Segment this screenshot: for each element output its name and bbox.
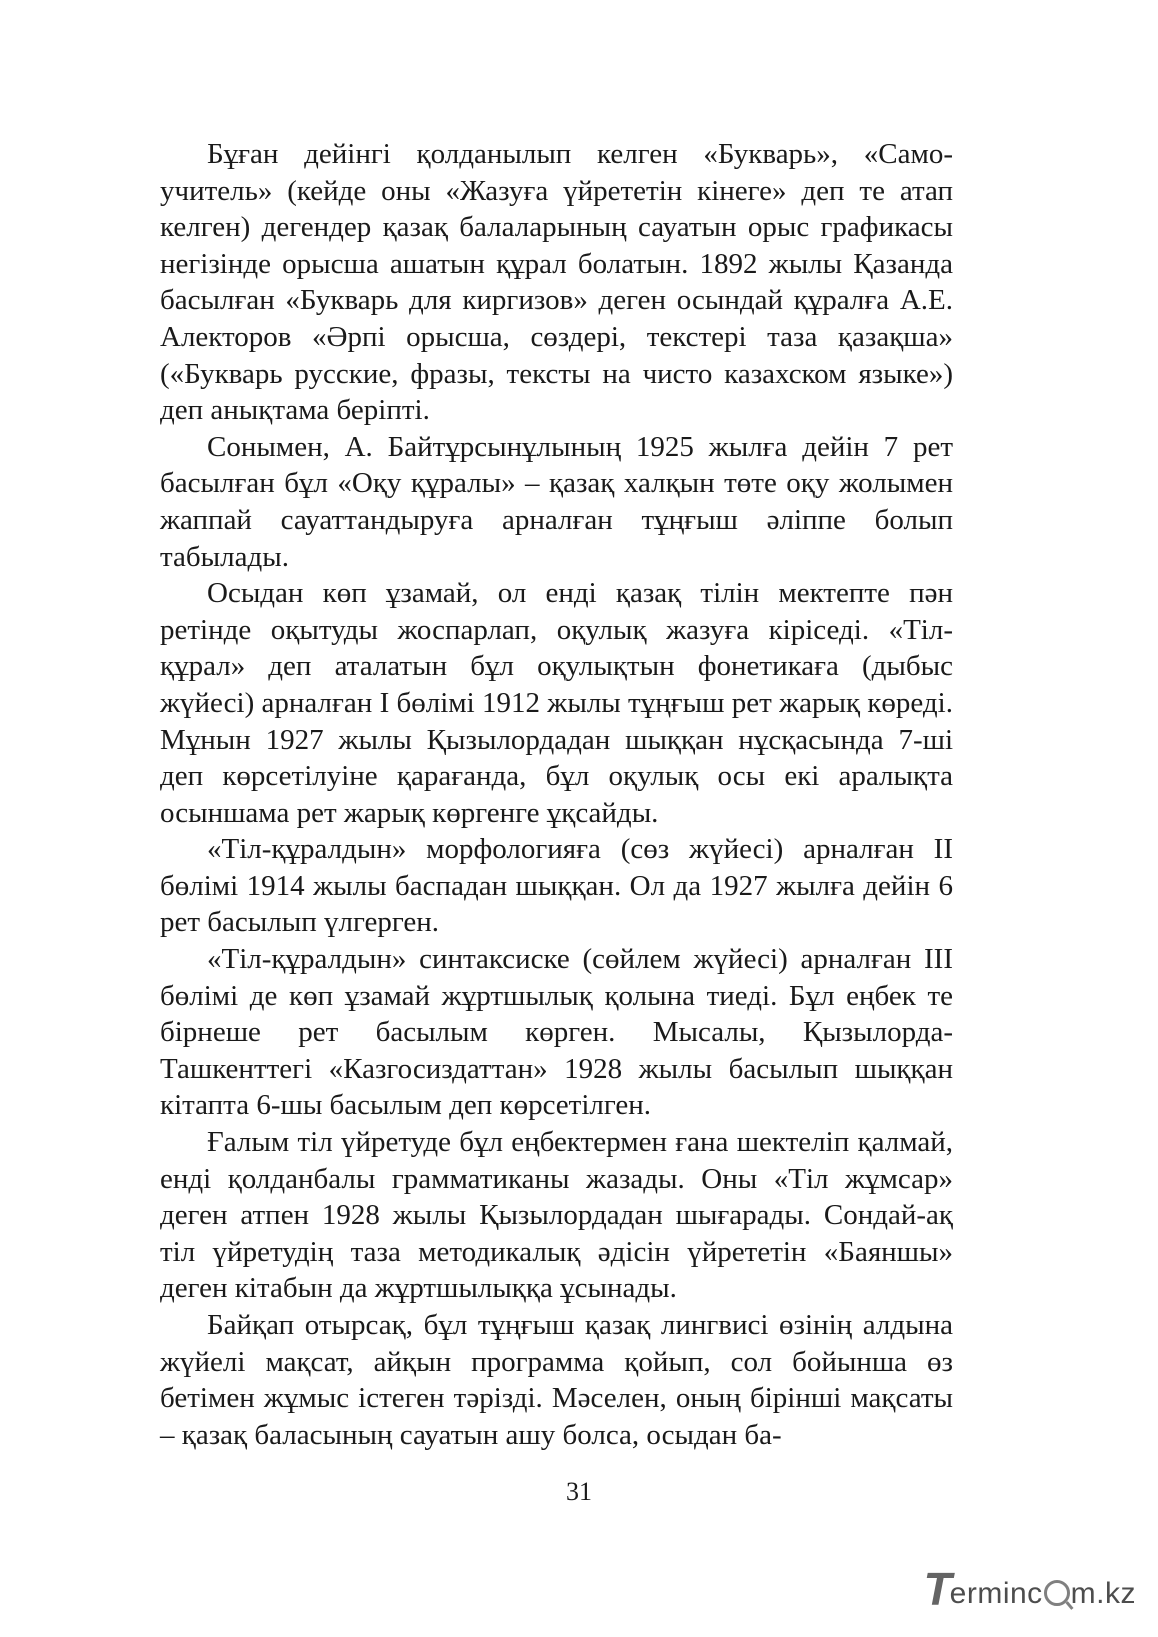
- watermark-text-start: erminc: [949, 1577, 1043, 1610]
- watermark-lead-letter: T: [923, 1563, 952, 1615]
- magnifier-icon: [1044, 1580, 1070, 1606]
- paragraph-3: Осыдан көп ұзамай, ол енді қазақ тілін мектепте пән ретінде оқытуды жоспарлап, оқулық жазуға кіріседі. «Тілқұрал» деп аталатын бұл оқулықтын фонетикаға (дыбыс жүйесі) арналған I бөлімі 1912 жылы тұңғыш рет жарық көреді. Мұнын 1927 жылы Қызылордадан шыққан нұсқасында 7-ші деп көрсетілуіне қарағанда, бұл оқулық осы екі аралықта осыншама рет жарық көргенге ұқсайды.: [160, 577, 953, 829]
- watermark-text-end: m.kz: [1070, 1577, 1136, 1610]
- page-body: [160, 136, 953, 1453]
- paragraph-6: Ғалым тіл үйретуде бұл еңбектермен ғана шектеліп қалмай, енді қолданбалы грамматиканы жазады. Оны «Тіл жұмсар» деген атпен 1928 жылы Қызылордадан шығарады. Сондай-ақ тіл үйретудің таза методикалық әдісін үйрететін «Баяншы» деген кітабын да жұртшылыққа ұсынады.: [160, 1126, 953, 1305]
- page-number: 31: [566, 1477, 592, 1506]
- paragraph-4: «Тіл-құралдын» морфологияға (сөз жүйесі) арналған II бөлімі 1914 жылы баспадан шыққан. Ол да 1927 жылға дейін 6 рет басылып үлгерген.: [160, 833, 953, 939]
- paragraph-2: Сонымен, А. Байтұрсынұлының 1925 жылға дейін 7 рет басылған бұл «Оқу құралы» – қазақ халқын төте оқу жолымен жаппай сауаттандыруға арналған тұңғыш әліппе болып табылады.: [160, 430, 953, 573]
- paragraph-5: «Тіл-құралдын» синтаксиске (сөйлем жүйесі) арналған III бөлімі де көп ұзамай жұртшылық қолына тиеді. Бұл еңбек те бірнеше рет басылым көрген. Мысалы, Қызылорда-Ташкенттегі «Казгосиздаттан» 1928 жылы басылып шыққан кітапта 6-шы басылым деп көрсетілген.: [160, 943, 953, 1122]
- paragraph-1: Бұған дейінгі қолданылып келген «Букварь», «Самоучитель» (кейде оны «Жазуға үйрететін кінеге» деп те атап келген) дегендер қазақ балаларының сауатын орыс графикасы негізінде орысша ашатын құрал болатын. 1892 жылы Қазанда басылған «Букварь для киргизов» деген осындай құралға А.Е. Алекторов «Әрпі орысша, сөздері, текстері таза қазақша» («Букварь русские, фразы, тексты на чисто казахском языке») деп анықтама беріпті.: [160, 138, 953, 427]
- paragraph-7: Байқап отырсақ, бұл тұңғыш қазақ лингвисі өзінің алдына жүйелі мақсат, айқын программа қойып, сол бойынша өз бетімен жұмыс істеген тәрізді. Мәселен, оның бірінші мақсаты – қазақ баласының сауатын ашу болса, осыдан ба-: [160, 1309, 953, 1451]
- watermark-logo: [923, 1563, 1136, 1615]
